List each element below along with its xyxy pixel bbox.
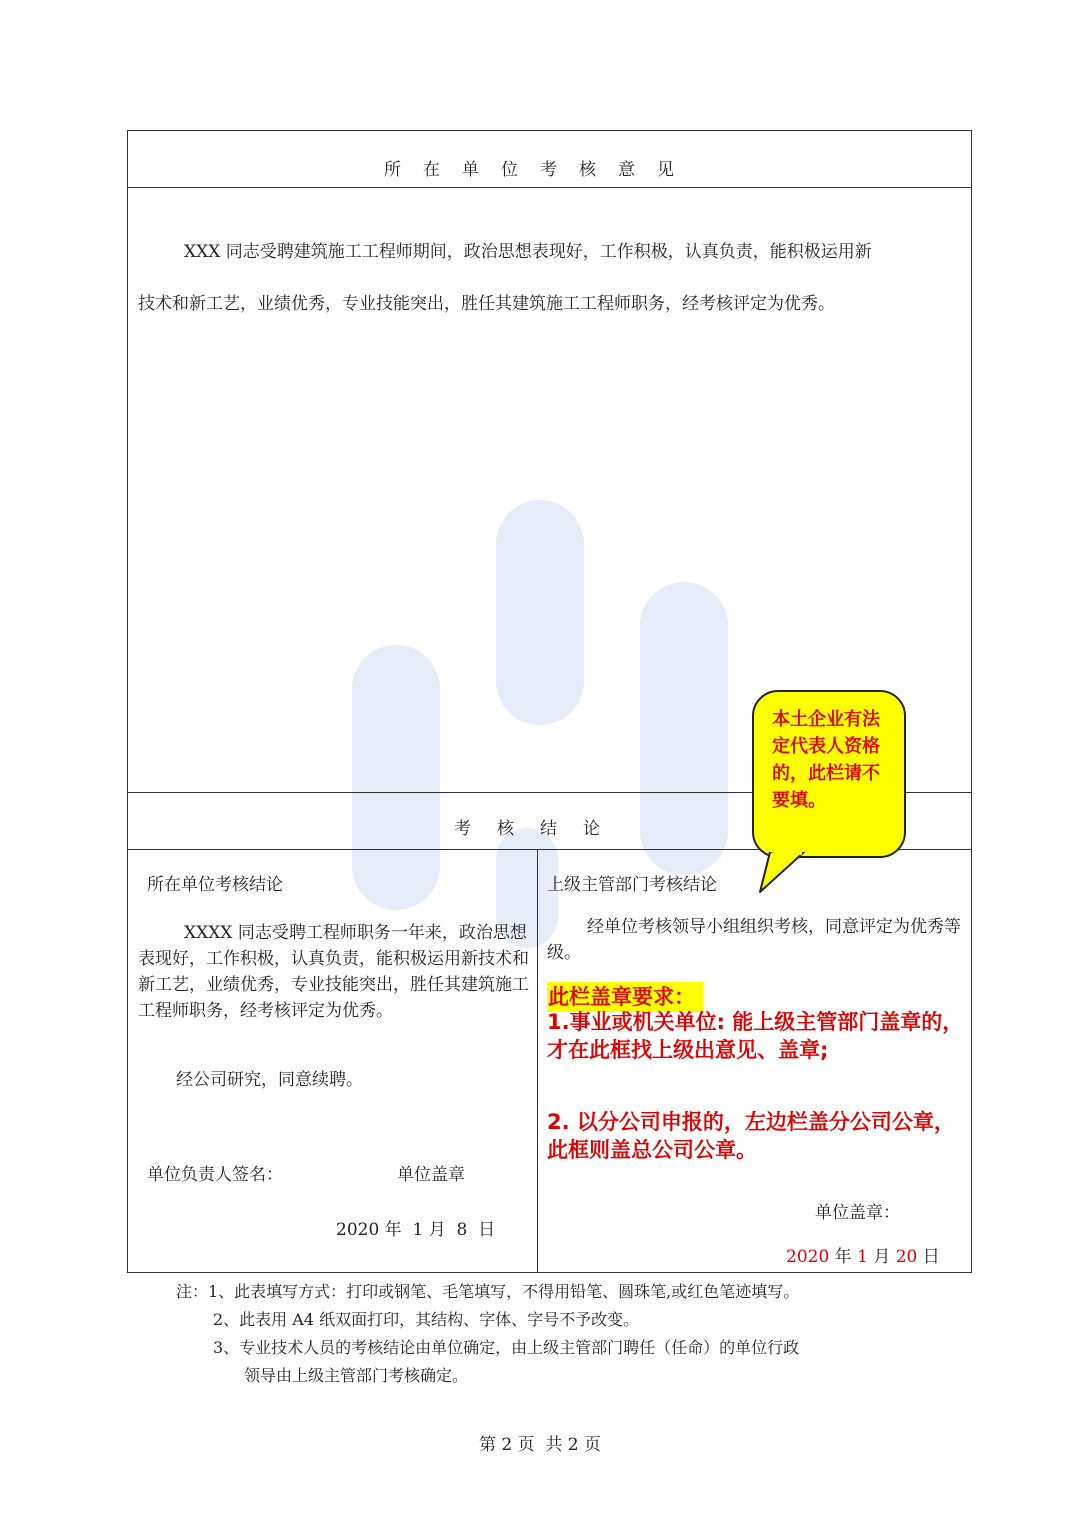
- left-seal-label: 单位盖章: [397, 1165, 465, 1185]
- note-line-4: 领导由上级主管部门考核确定。: [244, 1366, 469, 1385]
- renewal-statement: 经公司研究，同意续聘。: [176, 1070, 363, 1090]
- opinion-line-2: 技术和新工艺，业绩优秀，专业技能突出，胜任其建筑施工工程师职务，经考核评定为优秀。: [138, 294, 835, 314]
- opinion-line-1: XXX 同志受聘建筑施工工程师期间，政治思想表现好，工作积极，认真负责，能积极运用新: [184, 242, 872, 262]
- left-column-title: 所在单位考核结论: [147, 875, 283, 895]
- note-line-3: 3、专业技术人员的考核结论由单位确定，由上级主管部门聘任（任命）的单位行政: [213, 1338, 800, 1357]
- seal-requirement-item-2: 2. 以分公司申报的，左边栏盖分公司公章，此框则盖总公司公章。: [547, 1110, 955, 1162]
- date-day: 20: [895, 1247, 918, 1267]
- date-month: 1: [857, 1247, 868, 1267]
- form-notes: [176, 1278, 799, 1390]
- left-conclusion-paragraph: XXXX 同志受聘工程师职务一年来，政治思想表现好，工作积极，认真负责，能积极运用新技术和新工艺，业绩优秀，专业技能突出，胜任其建筑施工工程师职务，经考核评定为优秀。: [138, 923, 529, 1021]
- conclusion-header: 考核结论: [454, 819, 626, 839]
- right-column-title: 上级主管部门考核结论: [547, 875, 717, 895]
- callout-bubble: [752, 690, 906, 858]
- seal-requirement-heading: 此栏盖章要求：: [547, 982, 703, 1012]
- seal-requirement-item-1: 1.事业或机关单位: 能上级主管部门盖章的，才在此框找上级出意见、盖章;: [547, 1010, 964, 1062]
- row-divider: [128, 187, 971, 188]
- left-date: 2020 年 1 月 8 日: [336, 1220, 496, 1240]
- column-divider: [537, 850, 538, 1272]
- page-indicator: 第 2 页 共 2 页: [478, 1435, 602, 1455]
- signature-label: 单位负责人签名：: [147, 1165, 283, 1185]
- date-year: 2020: [786, 1247, 830, 1267]
- right-seal-label: 单位盖章：: [815, 1203, 900, 1223]
- note-line-2: 2、此表用 A4 纸双面打印，其结构、字体、字号不予改变。: [213, 1310, 640, 1329]
- right-conclusion-paragraph: 经单位考核领导小组组织考核，同意评定为优秀等级。: [547, 917, 961, 963]
- callout-pointer: [756, 852, 816, 896]
- unit-assessment-header: 所在单位考核意见: [384, 160, 696, 180]
- callout-text: 本土企业有法定代表人资格的，此栏请不要填。: [772, 709, 880, 811]
- date-year-unit: 年: [834, 1247, 852, 1267]
- note-line-1: 注：1、此表填写方式：打印或钢笔、毛笔填写，不得用铅笔、圆珠笔,或红色笔迹填写。: [176, 1282, 800, 1301]
- date-month-unit: 月: [873, 1247, 891, 1267]
- right-date: [786, 1249, 940, 1266]
- date-day-unit: 日: [922, 1247, 940, 1267]
- unit-assessment-opinion: [138, 226, 948, 330]
